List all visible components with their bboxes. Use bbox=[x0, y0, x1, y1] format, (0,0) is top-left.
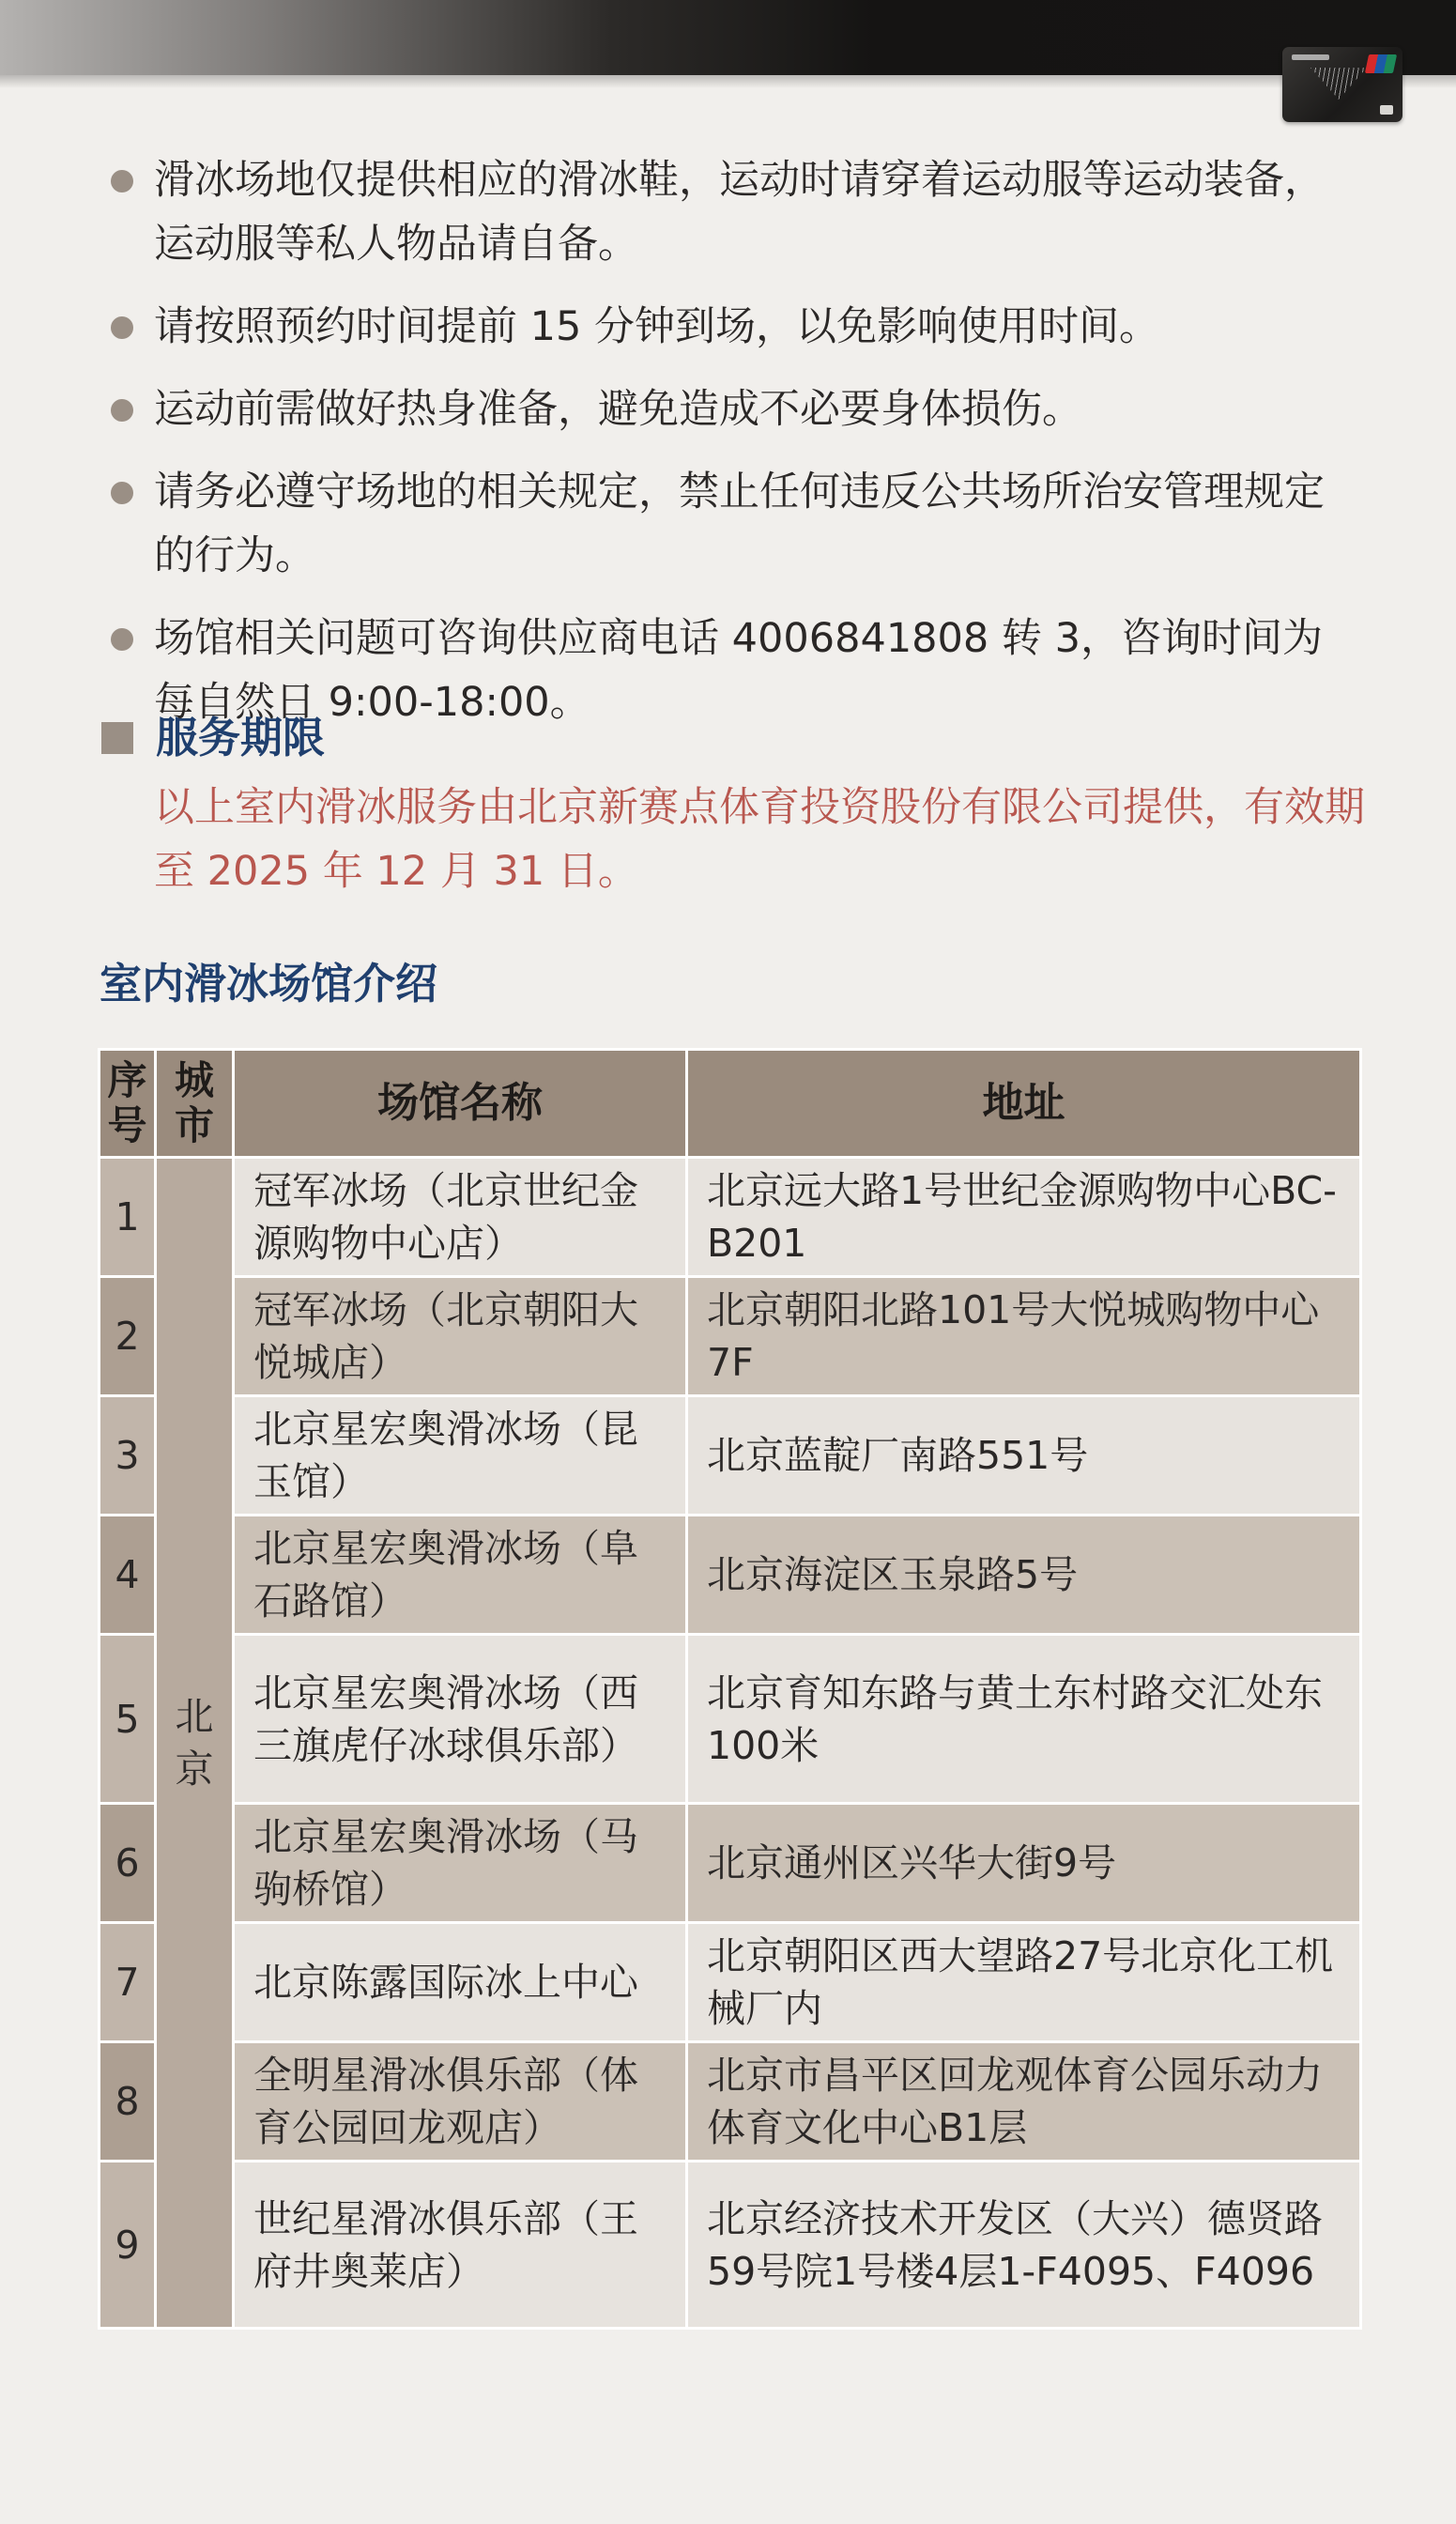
venue-name: 全明星滑冰俱乐部（体育公园回龙观店） bbox=[234, 2042, 687, 2162]
table-row bbox=[100, 1396, 1361, 1516]
row-index: 2 bbox=[100, 1277, 156, 1396]
table-row bbox=[100, 2042, 1361, 2162]
bullet-dot-icon bbox=[111, 316, 133, 339]
notice-text: 请按照预约时间提前 15 分钟到场，以免影响使用时间。 bbox=[154, 303, 1160, 350]
unionpay-logo-icon bbox=[1365, 54, 1397, 73]
table-row bbox=[100, 1516, 1361, 1635]
bullet-dot-icon bbox=[111, 170, 133, 192]
venue-name: 北京星宏奥滑冰场（马驹桥馆） bbox=[234, 1804, 687, 1923]
service-period-text: 以上室内滑冰服务由北京新赛点体育投资股份有限公司提供，有效期至 2025 年 12 月 31 日。 bbox=[154, 784, 1365, 895]
venue-address: 北京经济技术开发区（大兴）德贤路59号院1号楼4层1-F4095、F4096 bbox=[687, 2162, 1361, 2329]
header-venue-name: 场馆名称 bbox=[234, 1050, 687, 1158]
notice-item bbox=[103, 148, 1361, 276]
bank-card-image bbox=[1282, 47, 1402, 122]
header-address: 地址 bbox=[687, 1050, 1361, 1158]
table-row bbox=[100, 1635, 1361, 1804]
notice-text: 场馆相关问题可咨询供应商电话 4006841808 转 3，咨询时间为每自然日 9:00-18:00。 bbox=[154, 615, 1323, 726]
notice-item bbox=[103, 295, 1361, 359]
notice-text: 请务必遵守场地的相关规定，禁止任何违反公共场所治安管理规定的行为。 bbox=[154, 469, 1325, 579]
venue-address: 北京通州区兴华大街9号 bbox=[687, 1804, 1361, 1923]
bullet-dot-icon bbox=[111, 628, 133, 651]
venue-address: 北京蓝靛厂南路551号 bbox=[687, 1396, 1361, 1516]
table-row bbox=[100, 1158, 1361, 1277]
notice-item bbox=[103, 377, 1361, 441]
row-index: 3 bbox=[100, 1396, 156, 1516]
notice-text: 运动前需做好热身准备，避免造成不必要身体损伤。 bbox=[154, 386, 1082, 433]
notice-item bbox=[103, 460, 1361, 588]
venue-name: 世纪星滑冰俱乐部（王府井奥莱店） bbox=[234, 2162, 687, 2329]
venue-table bbox=[98, 1048, 1362, 2330]
bank-logo-icon bbox=[1292, 54, 1329, 60]
row-index: 4 bbox=[100, 1516, 156, 1635]
venue-address: 北京朝阳北路101号大悦城购物中心7F bbox=[687, 1277, 1361, 1396]
notice-text: 滑冰场地仅提供相应的滑冰鞋，运动时请穿着运动服等运动装备，运动服等私人物品请自备。 bbox=[154, 157, 1325, 268]
venue-name: 冠军冰场（北京朝阳大悦城店） bbox=[234, 1277, 687, 1396]
venue-section-title: 室内滑冰场馆介绍 bbox=[100, 959, 438, 1008]
row-index: 8 bbox=[100, 2042, 156, 2162]
header-index: 序号 bbox=[100, 1050, 156, 1158]
venue-name: 北京星宏奥滑冰场（昆玉馆） bbox=[234, 1396, 687, 1516]
top-banner bbox=[0, 0, 1456, 75]
venue-name: 冠军冰场（北京世纪金源购物中心店） bbox=[234, 1158, 687, 1277]
venue-name: 北京星宏奥滑冰场（阜石路馆） bbox=[234, 1516, 687, 1635]
row-index: 5 bbox=[100, 1635, 156, 1804]
header-city: 城市 bbox=[156, 1050, 234, 1158]
row-index: 9 bbox=[100, 2162, 156, 2329]
venue-address: 北京育知东路与黄土东村路交汇处东100米 bbox=[687, 1635, 1361, 1804]
venue-address: 北京朝阳区西大望路27号北京化工机械厂内 bbox=[687, 1923, 1361, 2042]
card-chip-icon bbox=[1380, 105, 1393, 115]
row-index: 6 bbox=[100, 1804, 156, 1923]
table-row bbox=[100, 1804, 1361, 1923]
table-row bbox=[100, 2162, 1361, 2329]
square-bullet-icon bbox=[101, 722, 133, 754]
table-header-row bbox=[100, 1050, 1361, 1158]
table-row bbox=[100, 1277, 1361, 1396]
venue-address: 北京市昌平区回龙观体育公园乐动力体育文化中心B1层 bbox=[687, 2042, 1361, 2162]
service-period-title: 服务期限 bbox=[156, 713, 326, 762]
row-city: 北京 bbox=[156, 1158, 234, 2329]
table-row bbox=[100, 1923, 1361, 2042]
venue-name: 北京星宏奥滑冰场（西三旗虎仔冰球俱乐部） bbox=[234, 1635, 687, 1804]
top-banner-shadow bbox=[0, 75, 1456, 88]
service-period-heading bbox=[101, 710, 325, 766]
bullet-dot-icon bbox=[111, 482, 133, 504]
row-index: 7 bbox=[100, 1923, 156, 2042]
notice-list bbox=[103, 148, 1361, 753]
card-fan-graphic bbox=[1310, 68, 1367, 100]
row-index: 1 bbox=[100, 1158, 156, 1277]
venue-name: 北京陈露国际冰上中心 bbox=[234, 1923, 687, 2042]
venue-address: 北京海淀区玉泉路5号 bbox=[687, 1516, 1361, 1635]
bullet-dot-icon bbox=[111, 399, 133, 422]
venue-address: 北京远大路1号世纪金源购物中心BC-B201 bbox=[687, 1158, 1361, 1277]
